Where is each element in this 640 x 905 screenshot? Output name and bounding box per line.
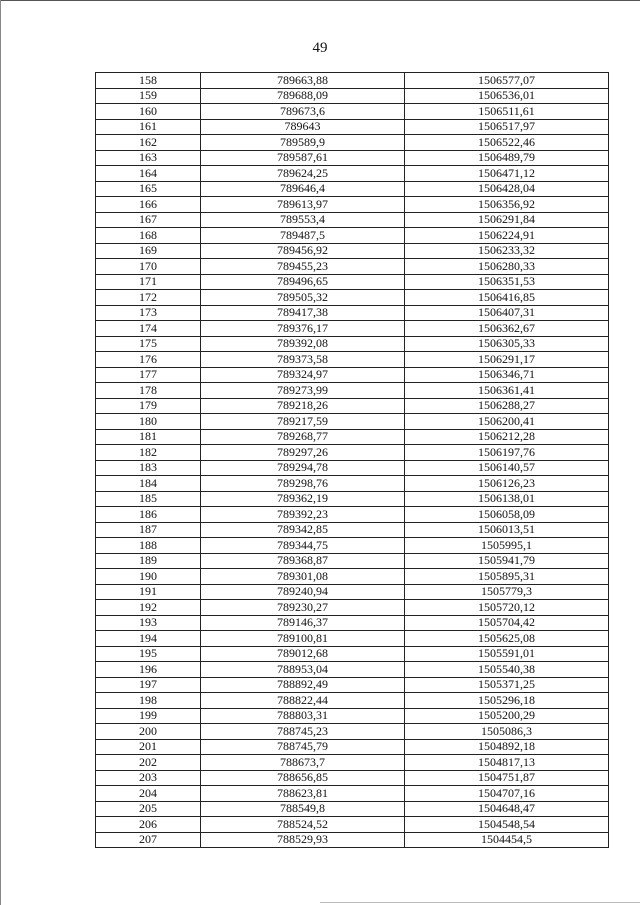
table-row [96, 538, 609, 554]
x-coordinate-cell: 789455,23 [201, 259, 405, 275]
x-coordinate-cell: 789487,5 [201, 228, 405, 244]
table-row [96, 507, 609, 523]
point-number-cell: 182 [96, 445, 201, 461]
y-coordinate-cell: 1506489,79 [405, 150, 609, 166]
table-row [96, 212, 609, 228]
x-coordinate-cell: 789392,23 [201, 507, 405, 523]
y-coordinate-cell: 1505779,3 [405, 584, 609, 600]
point-number-cell: 170 [96, 259, 201, 275]
y-coordinate-cell: 1505720,12 [405, 600, 609, 616]
point-number-cell: 171 [96, 274, 201, 290]
y-coordinate-cell: 1505625,08 [405, 631, 609, 647]
y-coordinate-cell: 1506577,07 [405, 73, 609, 89]
table-row [96, 352, 609, 368]
point-number-cell: 192 [96, 600, 201, 616]
x-coordinate-cell: 789373,58 [201, 352, 405, 368]
point-number-cell: 183 [96, 460, 201, 476]
x-coordinate-cell: 789505,32 [201, 290, 405, 306]
x-coordinate-cell: 789376,17 [201, 321, 405, 337]
x-coordinate-cell: 788623,81 [201, 786, 405, 802]
x-coordinate-cell: 788549,8 [201, 801, 405, 817]
x-coordinate-cell: 789301,08 [201, 569, 405, 585]
y-coordinate-cell: 1506471,12 [405, 166, 609, 182]
y-coordinate-cell: 1506013,51 [405, 522, 609, 538]
point-number-cell: 198 [96, 693, 201, 709]
table-row [96, 615, 609, 631]
point-number-cell: 172 [96, 290, 201, 306]
x-coordinate-cell: 789456,92 [201, 243, 405, 259]
point-number-cell: 193 [96, 615, 201, 631]
point-number-cell: 195 [96, 646, 201, 662]
table-row [96, 305, 609, 321]
y-coordinate-cell: 1506058,09 [405, 507, 609, 523]
x-coordinate-cell: 789146,37 [201, 615, 405, 631]
y-coordinate-cell: 1506361,41 [405, 383, 609, 399]
y-coordinate-cell: 1504548,54 [405, 817, 609, 833]
point-number-cell: 165 [96, 181, 201, 197]
point-number-cell: 206 [96, 817, 201, 833]
point-number-cell: 180 [96, 414, 201, 430]
y-coordinate-cell: 1506280,33 [405, 259, 609, 275]
x-coordinate-cell: 789553,4 [201, 212, 405, 228]
x-coordinate-cell: 789342,85 [201, 522, 405, 538]
x-coordinate-cell: 789218,26 [201, 398, 405, 414]
y-coordinate-cell: 1506346,71 [405, 367, 609, 383]
point-number-cell: 185 [96, 491, 201, 507]
y-coordinate-cell: 1505704,42 [405, 615, 609, 631]
page-number: 49 [312, 40, 328, 56]
y-coordinate-cell: 1505296,18 [405, 693, 609, 709]
y-coordinate-cell: 1506416,85 [405, 290, 609, 306]
y-coordinate-cell: 1506212,28 [405, 429, 609, 445]
x-coordinate-cell: 789298,76 [201, 476, 405, 492]
y-coordinate-cell: 1504751,87 [405, 770, 609, 786]
table-row [96, 786, 609, 802]
x-coordinate-cell: 789368,87 [201, 553, 405, 569]
table-row [96, 414, 609, 430]
table-row [96, 677, 609, 693]
x-coordinate-cell: 789643 [201, 119, 405, 135]
x-coordinate-cell: 789344,75 [201, 538, 405, 554]
point-number-cell: 177 [96, 367, 201, 383]
table-row [96, 259, 609, 275]
y-coordinate-cell: 1506351,53 [405, 274, 609, 290]
y-coordinate-cell: 1505200,29 [405, 708, 609, 724]
point-number-cell: 187 [96, 522, 201, 538]
y-coordinate-cell: 1506407,31 [405, 305, 609, 321]
y-coordinate-cell: 1506305,33 [405, 336, 609, 352]
table-row [96, 274, 609, 290]
point-number-cell: 175 [96, 336, 201, 352]
x-coordinate-cell: 789589,9 [201, 135, 405, 151]
x-coordinate-cell: 788745,79 [201, 739, 405, 755]
y-coordinate-cell: 1506356,92 [405, 197, 609, 213]
table-row [96, 662, 609, 678]
table-row [96, 755, 609, 771]
scan-edge-top [0, 0, 640, 1]
point-number-cell: 197 [96, 677, 201, 693]
y-coordinate-cell: 1506511,61 [405, 104, 609, 120]
table-row [96, 243, 609, 259]
point-number-cell: 205 [96, 801, 201, 817]
x-coordinate-cell: 789392,08 [201, 336, 405, 352]
table-row [96, 73, 609, 89]
x-coordinate-cell: 788524,52 [201, 817, 405, 833]
y-coordinate-cell: 1506517,97 [405, 119, 609, 135]
x-coordinate-cell: 789230,27 [201, 600, 405, 616]
x-coordinate-cell: 788953,04 [201, 662, 405, 678]
y-coordinate-cell: 1506291,84 [405, 212, 609, 228]
y-coordinate-cell: 1506288,27 [405, 398, 609, 414]
y-coordinate-cell: 1506362,67 [405, 321, 609, 337]
table-row [96, 367, 609, 383]
point-number-cell: 199 [96, 708, 201, 724]
y-coordinate-cell: 1506522,46 [405, 135, 609, 151]
table-row [96, 135, 609, 151]
point-number-cell: 179 [96, 398, 201, 414]
x-coordinate-cell: 789297,26 [201, 445, 405, 461]
table-row [96, 770, 609, 786]
table-row [96, 150, 609, 166]
table-row [96, 832, 609, 848]
y-coordinate-cell: 1504454,5 [405, 832, 609, 848]
table-row [96, 801, 609, 817]
x-coordinate-cell: 789613,97 [201, 197, 405, 213]
table-row [96, 569, 609, 585]
x-coordinate-cell: 789496,65 [201, 274, 405, 290]
scan-edge-left [0, 0, 1, 905]
point-number-cell: 176 [96, 352, 201, 368]
point-number-cell: 186 [96, 507, 201, 523]
table-row [96, 476, 609, 492]
x-coordinate-cell: 789240,94 [201, 584, 405, 600]
y-coordinate-cell: 1504707,16 [405, 786, 609, 802]
point-number-cell: 189 [96, 553, 201, 569]
point-number-cell: 169 [96, 243, 201, 259]
x-coordinate-cell: 788673,7 [201, 755, 405, 771]
table-row [96, 88, 609, 104]
y-coordinate-cell: 1505895,31 [405, 569, 609, 585]
y-coordinate-cell: 1506428,04 [405, 181, 609, 197]
point-number-cell: 160 [96, 104, 201, 120]
y-coordinate-cell: 1505591,01 [405, 646, 609, 662]
y-coordinate-cell: 1506197,76 [405, 445, 609, 461]
point-number-cell: 163 [96, 150, 201, 166]
point-number-cell: 202 [96, 755, 201, 771]
point-number-cell: 161 [96, 119, 201, 135]
table-row [96, 290, 609, 306]
point-number-cell: 203 [96, 770, 201, 786]
x-coordinate-cell: 789587,61 [201, 150, 405, 166]
point-number-cell: 196 [96, 662, 201, 678]
point-number-cell: 201 [96, 739, 201, 755]
point-number-cell: 181 [96, 429, 201, 445]
table-row [96, 336, 609, 352]
y-coordinate-cell: 1504892,18 [405, 739, 609, 755]
y-coordinate-cell: 1505941,79 [405, 553, 609, 569]
x-coordinate-cell: 789217,59 [201, 414, 405, 430]
y-coordinate-cell: 1505995,1 [405, 538, 609, 554]
table-row [96, 460, 609, 476]
y-coordinate-cell: 1506291,17 [405, 352, 609, 368]
table-row [96, 522, 609, 538]
table-row [96, 429, 609, 445]
y-coordinate-cell: 1506224,91 [405, 228, 609, 244]
table-row [96, 228, 609, 244]
table-row [96, 817, 609, 833]
point-number-cell: 204 [96, 786, 201, 802]
x-coordinate-cell: 788803,31 [201, 708, 405, 724]
x-coordinate-cell: 788656,85 [201, 770, 405, 786]
point-number-cell: 190 [96, 569, 201, 585]
y-coordinate-cell: 1506200,41 [405, 414, 609, 430]
point-number-cell: 178 [96, 383, 201, 399]
y-coordinate-cell: 1505540,38 [405, 662, 609, 678]
table-row [96, 398, 609, 414]
table-row [96, 119, 609, 135]
point-number-cell: 158 [96, 73, 201, 89]
table-row [96, 491, 609, 507]
table-row [96, 724, 609, 740]
table-row [96, 708, 609, 724]
x-coordinate-cell: 788892,49 [201, 677, 405, 693]
point-number-cell: 188 [96, 538, 201, 554]
point-number-cell: 207 [96, 832, 201, 848]
table-row [96, 584, 609, 600]
x-coordinate-cell: 788822,44 [201, 693, 405, 709]
point-number-cell: 159 [96, 88, 201, 104]
table-row [96, 631, 609, 647]
y-coordinate-cell: 1505371,25 [405, 677, 609, 693]
table-row [96, 321, 609, 337]
x-coordinate-cell: 788745,23 [201, 724, 405, 740]
y-coordinate-cell: 1506140,57 [405, 460, 609, 476]
point-number-cell: 166 [96, 197, 201, 213]
x-coordinate-cell: 789324,97 [201, 367, 405, 383]
coordinates-table [95, 72, 609, 848]
y-coordinate-cell: 1504648,47 [405, 801, 609, 817]
x-coordinate-cell: 789673,6 [201, 104, 405, 120]
y-coordinate-cell: 1506138,01 [405, 491, 609, 507]
x-coordinate-cell: 789294,78 [201, 460, 405, 476]
scan-edge-bottom [320, 902, 640, 903]
x-coordinate-cell: 788529,93 [201, 832, 405, 848]
table-row [96, 445, 609, 461]
table-row [96, 646, 609, 662]
point-number-cell: 184 [96, 476, 201, 492]
x-coordinate-cell: 789100,81 [201, 631, 405, 647]
x-coordinate-cell: 789646,4 [201, 181, 405, 197]
y-coordinate-cell: 1506536,01 [405, 88, 609, 104]
table-row [96, 693, 609, 709]
x-coordinate-cell: 789012,68 [201, 646, 405, 662]
point-number-cell: 164 [96, 166, 201, 182]
table-row [96, 739, 609, 755]
point-number-cell: 194 [96, 631, 201, 647]
table-row [96, 553, 609, 569]
table-row [96, 181, 609, 197]
y-coordinate-cell: 1506126,23 [405, 476, 609, 492]
x-coordinate-cell: 789688,09 [201, 88, 405, 104]
point-number-cell: 162 [96, 135, 201, 151]
coordinates-table-body [96, 73, 609, 848]
x-coordinate-cell: 789624,25 [201, 166, 405, 182]
table-row [96, 197, 609, 213]
x-coordinate-cell: 789362,19 [201, 491, 405, 507]
point-number-cell: 200 [96, 724, 201, 740]
y-coordinate-cell: 1504817,13 [405, 755, 609, 771]
y-coordinate-cell: 1506233,32 [405, 243, 609, 259]
x-coordinate-cell: 789663,88 [201, 73, 405, 89]
table-row [96, 600, 609, 616]
point-number-cell: 168 [96, 228, 201, 244]
table-row [96, 166, 609, 182]
point-number-cell: 174 [96, 321, 201, 337]
y-coordinate-cell: 1505086,3 [405, 724, 609, 740]
x-coordinate-cell: 789417,38 [201, 305, 405, 321]
point-number-cell: 167 [96, 212, 201, 228]
table-row [96, 383, 609, 399]
x-coordinate-cell: 789268,77 [201, 429, 405, 445]
x-coordinate-cell: 789273,99 [201, 383, 405, 399]
point-number-cell: 191 [96, 584, 201, 600]
table-row [96, 104, 609, 120]
point-number-cell: 173 [96, 305, 201, 321]
